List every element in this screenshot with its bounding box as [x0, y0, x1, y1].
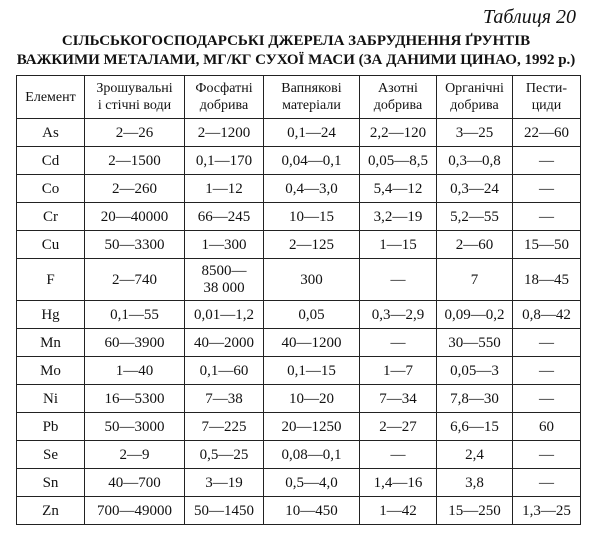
value-cell-irrigation-wastewater: 2—26 — [85, 119, 185, 147]
table-title-line-1: СІЛЬСЬКОГОСПОДАРСЬКІ ДЖЕРЕЛА ЗАБРУДНЕННЯ ҐРУНТІВ — [61, 33, 531, 49]
value-cell-nitrogen-fertilizers: 5,4—12 — [360, 175, 437, 203]
header-nitrogen-fertilizers — [360, 76, 437, 119]
value-cell-phosphate-fertilizers: 1—12 — [185, 175, 264, 203]
value-line: 8500— — [201, 262, 247, 279]
value-cell-organic-fertilizers: 7 — [437, 259, 513, 301]
value-cell-nitrogen-fertilizers: 1,4—16 — [360, 469, 437, 497]
value-cell-phosphate-fertilizers: 7—38 — [185, 385, 264, 413]
element-cell: F — [17, 259, 85, 301]
value-cell-irrigation-wastewater: 50—3000 — [85, 413, 185, 441]
value-cell-lime-materials: 10—20 — [264, 385, 360, 413]
element-cell: Ni — [17, 385, 85, 413]
header-line: Елемент — [25, 89, 76, 105]
value-cell-organic-fertilizers: 3,8 — [437, 469, 513, 497]
element-cell: Hg — [17, 301, 85, 329]
header-line: Пести- — [525, 81, 568, 96]
value-cell-irrigation-wastewater: 700—49000 — [85, 497, 185, 525]
value-cell-pesticides: 0,8—42 — [513, 301, 581, 329]
value-cell-nitrogen-fertilizers: — — [360, 329, 437, 357]
value-cell-organic-fertilizers: 0,09—0,2 — [437, 301, 513, 329]
value-cell-irrigation-wastewater: 20—40000 — [85, 203, 185, 231]
value-cell-lime-materials: 0,5—4,0 — [264, 469, 360, 497]
header-line: Фосфатні — [195, 81, 253, 96]
value-cell-irrigation-wastewater: 60—3900 — [85, 329, 185, 357]
header-line: добрива — [373, 98, 423, 113]
table-row — [17, 147, 581, 175]
value-cell-phosphate-fertilizers: 0,1—170 — [185, 147, 264, 175]
header-row — [17, 76, 581, 119]
table-title — [8, 32, 584, 70]
header-irrigation-wastewater — [85, 76, 185, 119]
value-cell-organic-fertilizers: 0,3—24 — [437, 175, 513, 203]
value-cell-lime-materials: 10—15 — [264, 203, 360, 231]
header-line: циди — [531, 98, 562, 113]
value-cell-lime-materials: 0,4—3,0 — [264, 175, 360, 203]
value-cell-lime-materials: 0,1—15 — [264, 357, 360, 385]
table-row — [17, 259, 581, 301]
value-cell-lime-materials: 10—450 — [264, 497, 360, 525]
element-cell: Co — [17, 175, 85, 203]
element-cell: Sn — [17, 469, 85, 497]
header-element — [17, 76, 85, 119]
value-cell-organic-fertilizers: 3—25 — [437, 119, 513, 147]
header-pesticides — [513, 76, 581, 119]
value-cell-irrigation-wastewater: 40—700 — [85, 469, 185, 497]
value-cell-nitrogen-fertilizers: 2—27 — [360, 413, 437, 441]
value-cell-irrigation-wastewater: 2—740 — [85, 259, 185, 301]
value-cell-organic-fertilizers: 6,6—15 — [437, 413, 513, 441]
value-cell-lime-materials: 300 — [264, 259, 360, 301]
value-cell-irrigation-wastewater: 16—5300 — [85, 385, 185, 413]
value-cell-pesticides: 15—50 — [513, 231, 581, 259]
element-cell: Mn — [17, 329, 85, 357]
value-cell-pesticides: — — [513, 385, 581, 413]
value-cell-irrigation-wastewater: 2—260 — [85, 175, 185, 203]
value-cell-nitrogen-fertilizers: — — [360, 259, 437, 301]
heavy-metals-table — [16, 75, 581, 525]
value-cell-pesticides: — — [513, 329, 581, 357]
value-cell-organic-fertilizers: 0,3—0,8 — [437, 147, 513, 175]
header-line: і стічні води — [97, 98, 172, 113]
element-cell: Cd — [17, 147, 85, 175]
value-cell-pesticides: 1,3—25 — [513, 497, 581, 525]
value-cell-irrigation-wastewater: 2—1500 — [85, 147, 185, 175]
table-row — [17, 413, 581, 441]
value-cell-nitrogen-fertilizers: — — [360, 441, 437, 469]
table-row — [17, 329, 581, 357]
header-line: Органічні — [445, 81, 504, 96]
value-cell-nitrogen-fertilizers: 1—7 — [360, 357, 437, 385]
value-cell-phosphate-fertilizers: 40—2000 — [185, 329, 264, 357]
element-cell: Cu — [17, 231, 85, 259]
value-cell-phosphate-fertilizers: 66—245 — [185, 203, 264, 231]
table-row — [17, 441, 581, 469]
value-cell-lime-materials: 40—1200 — [264, 329, 360, 357]
element-cell: Se — [17, 441, 85, 469]
header-line: матеріали — [282, 98, 341, 113]
header-line: Вапнякові — [281, 81, 342, 96]
value-cell-organic-fertilizers: 0,05—3 — [437, 357, 513, 385]
value-cell-pesticides: 60 — [513, 413, 581, 441]
table-body — [17, 119, 581, 525]
header-line: Зрошувальні — [96, 81, 173, 96]
header-lime-materials — [264, 76, 360, 119]
value-cell-irrigation-wastewater: 50—3300 — [85, 231, 185, 259]
value-cell-irrigation-wastewater: 2—9 — [85, 441, 185, 469]
value-cell-pesticides: — — [513, 175, 581, 203]
value-cell-organic-fertilizers: 2—60 — [437, 231, 513, 259]
value-cell-phosphate-fertilizers: 3—19 — [185, 469, 264, 497]
value-cell-organic-fertilizers: 2,4 — [437, 441, 513, 469]
value-cell-pesticides: — — [513, 147, 581, 175]
value-cell-lime-materials: 2—125 — [264, 231, 360, 259]
value-cell-organic-fertilizers: 7,8—30 — [437, 385, 513, 413]
value-cell-lime-materials: 0,1—24 — [264, 119, 360, 147]
value-cell-nitrogen-fertilizers: 1—42 — [360, 497, 437, 525]
value-cell-lime-materials: 20—1250 — [264, 413, 360, 441]
element-cell: Zn — [17, 497, 85, 525]
value-cell-organic-fertilizers: 5,2—55 — [437, 203, 513, 231]
value-cell-pesticides: — — [513, 469, 581, 497]
value-cell-pesticides: 22—60 — [513, 119, 581, 147]
value-cell-phosphate-fertilizers — [185, 259, 264, 301]
table-row — [17, 497, 581, 525]
table-number: Таблиця 20 — [483, 6, 576, 28]
value-cell-phosphate-fertilizers: 50—1450 — [185, 497, 264, 525]
value-cell-nitrogen-fertilizers: 0,05—8,5 — [360, 147, 437, 175]
value-cell-lime-materials: 0,05 — [264, 301, 360, 329]
value-cell-organic-fertilizers: 30—550 — [437, 329, 513, 357]
table-title-line-2: ВАЖКИМИ МЕТАЛАМИ, МГ/КГ СУХОЇ МАСИ (ЗА ДАНИМИ ЦИНАО, 1992 р.) — [16, 52, 576, 68]
table-row — [17, 385, 581, 413]
value-cell-phosphate-fertilizers: 0,5—25 — [185, 441, 264, 469]
table-row — [17, 469, 581, 497]
table-row — [17, 203, 581, 231]
value-cell-pesticides: — — [513, 357, 581, 385]
value-cell-lime-materials: 0,04—0,1 — [264, 147, 360, 175]
header-organic-fertilizers — [437, 76, 513, 119]
value-cell-pesticides: — — [513, 203, 581, 231]
value-cell-nitrogen-fertilizers: 1—15 — [360, 231, 437, 259]
header-phosphate-fertilizers — [185, 76, 264, 119]
header-line: добрива — [450, 98, 499, 113]
table-row — [17, 301, 581, 329]
value-cell-irrigation-wastewater: 0,1—55 — [85, 301, 185, 329]
header-line: добрива — [199, 98, 249, 113]
value-cell-pesticides: 18—45 — [513, 259, 581, 301]
element-cell: Cr — [17, 203, 85, 231]
element-cell: Mo — [17, 357, 85, 385]
value-cell-nitrogen-fertilizers: 3,2—19 — [360, 203, 437, 231]
value-cell-irrigation-wastewater: 1—40 — [85, 357, 185, 385]
value-cell-phosphate-fertilizers: 0,1—60 — [185, 357, 264, 385]
value-cell-phosphate-fertilizers: 2—1200 — [185, 119, 264, 147]
value-cell-lime-materials: 0,08—0,1 — [264, 441, 360, 469]
table-row — [17, 119, 581, 147]
table-row — [17, 357, 581, 385]
element-cell: As — [17, 119, 85, 147]
table-row — [17, 231, 581, 259]
table-row — [17, 175, 581, 203]
element-cell: Pb — [17, 413, 85, 441]
value-cell-phosphate-fertilizers: 7—225 — [185, 413, 264, 441]
value-cell-nitrogen-fertilizers: 2,2—120 — [360, 119, 437, 147]
value-cell-nitrogen-fertilizers: 7—34 — [360, 385, 437, 413]
value-cell-pesticides: — — [513, 441, 581, 469]
value-cell-organic-fertilizers: 15—250 — [437, 497, 513, 525]
value-cell-phosphate-fertilizers: 0,01—1,2 — [185, 301, 264, 329]
value-cell-phosphate-fertilizers: 1—300 — [185, 231, 264, 259]
value-line: 38 000 — [203, 279, 245, 296]
value-cell-nitrogen-fertilizers: 0,3—2,9 — [360, 301, 437, 329]
header-line: Азотні — [378, 81, 418, 96]
